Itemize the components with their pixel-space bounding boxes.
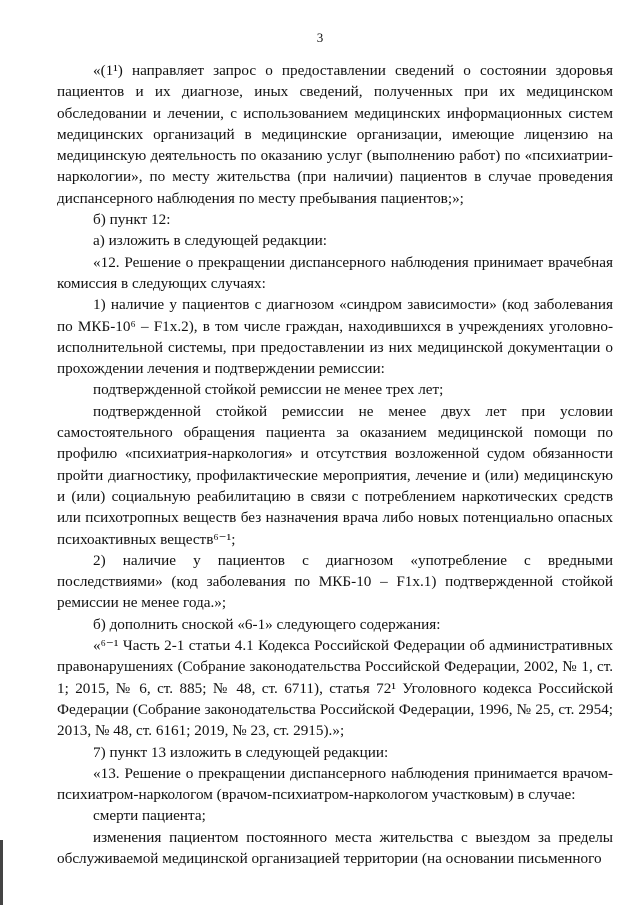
document-body	[57, 60, 613, 869]
paragraph-item-12: б) пункт 12:	[93, 211, 171, 229]
paragraph-footnote-6-1: «⁶⁻¹ Часть 2-1 статьи 4.1 Кодекса Российской Федерации об административных правонарушениях (Собрание законодательства Российской Федерации, 2002, № 1, ст. 1; 2015, № 6, ст. 885; № 48, ст. 6711), статья 72¹ Уголовного кодекса Российской Федерации (Собрание законодательства Российской Федерации, 1996, № 25, ст. 2954; 2013, № 48, ст. 6161; 2019, № 23, ст. 2915).»;	[57, 637, 613, 740]
paragraph-death: смерти пациента;	[93, 807, 206, 825]
page-number: 3	[316, 30, 324, 45]
paragraph-harmful-use: 2) наличие у пациентов с диагнозом «употребление с вредными последствиями» (код заболевания по МКБ-10 – F1x.1) подтвержденной стойкой ремиссии не менее года.»;	[57, 551, 613, 612]
paragraph-clause-13: «13. Решение о прекращении диспансерного наблюдения принимается врачом-психиатром-наркологом (врачом-психиатром-наркологом участковым) в случае:	[57, 764, 613, 804]
paragraph-restate: а) изложить в следующей редакции:	[93, 232, 327, 250]
paragraph-footnote-add: б) дополнить сноской «6-1» следующего содержания:	[93, 615, 441, 633]
scan-edge-line	[0, 840, 3, 905]
paragraph-clause-12: «12. Решение о прекращении диспансерного наблюдения принимает врачебная комиссия в следующих случаях:	[57, 253, 613, 292]
paragraph-relocation: изменения пациентом постоянного места жительства с выездом за пределы обслуживаемой медицинской организацией территории (на основании письменного	[57, 828, 613, 867]
paragraph-three-years: подтвержденной стойкой ремиссии не менее трех лет;	[93, 381, 444, 399]
paragraph-dependence-syndrome: 1) наличие у пациентов с диагнозом «синдром зависимости» (код заболевания по МКБ-10⁶ – F1x.2), в том числе граждан, находившихся в учреждениях уголовно-исполнительной системы, при предоставлении из них медицинской документации о прохождении лечения и подтверждении ремиссии:	[57, 296, 613, 378]
paragraph-item-13: 7) пункт 13 изложить в следующей редакции:	[93, 743, 389, 761]
paragraph-1-1-query: «(1¹) направляет запрос о предоставлении сведений о состоянии здоровья пациентов и их диагнозе, иных сведений, полученных при их медицинском обследовании и лечении, с использованием медицинских информационных систем медицинских организаций в медицинские организации, имеющие лицензию на медицинскую деятельность по оказанию услуг (выполнению работ) по «психиатрии-наркологии», по месту жительства (при наличии) пациентов в случае проведения диспансерного наблюдения по месту пребывания пациентов;»;	[57, 62, 613, 207]
paragraph-two-years: подтвержденной стойкой ремиссии не менее двух лет при условии самостоятельного обращения пациента за оказанием медицинской помощи по профилю «психиатрия-наркология» и отсутствия возложенной судом обязанности пройти диагностику, профилактические мероприятия, лечение и (или) медицинскую и (или) социальную реабилитацию в связи с потреблением наркотических средств или психотропных веществ без назначения врача либо новых потенциально опасных психоактивных веществ⁶⁻¹;	[57, 402, 613, 548]
